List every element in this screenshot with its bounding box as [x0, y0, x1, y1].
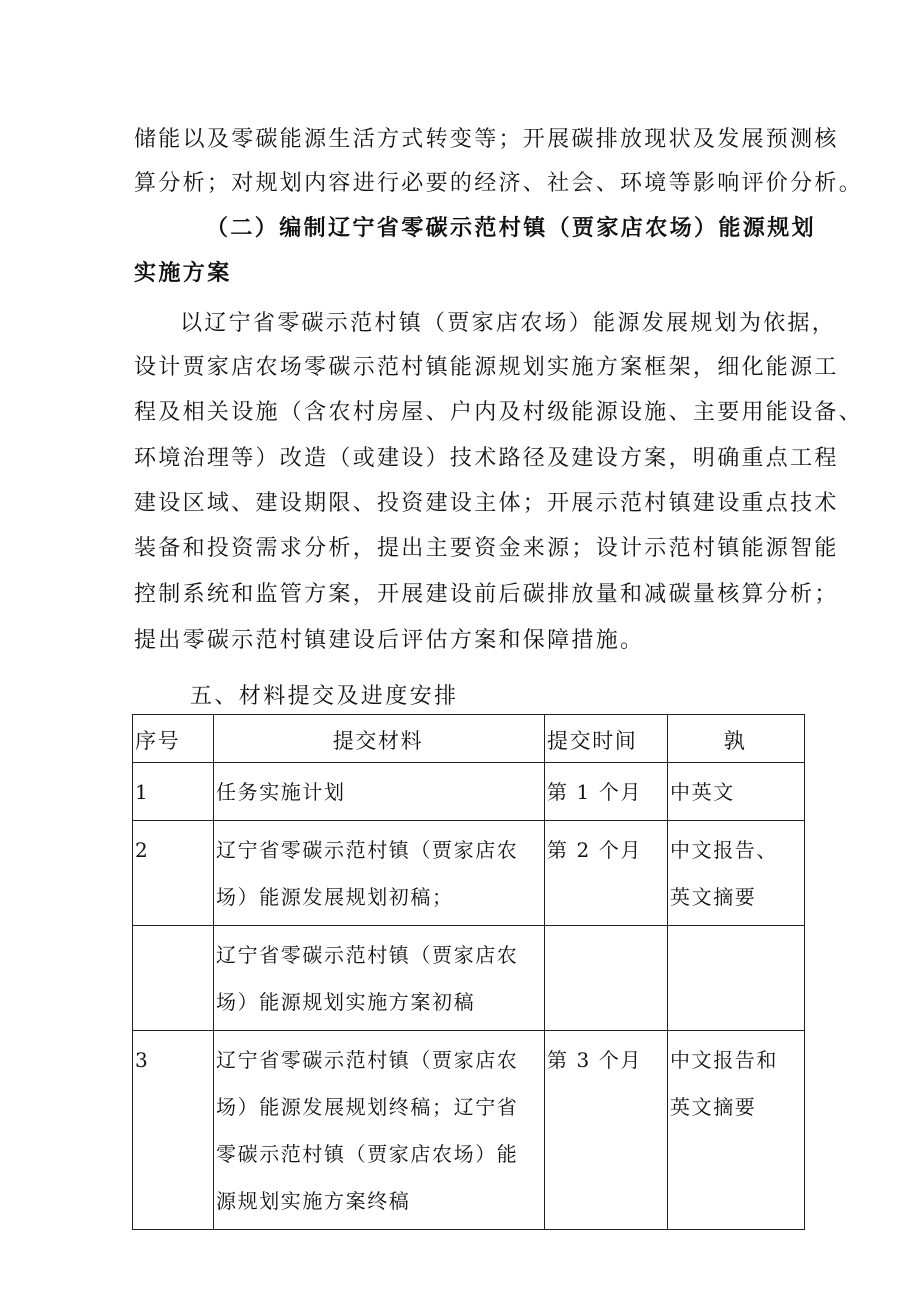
materials-line: 场）能源规划实施方案初稿 — [216, 990, 476, 1014]
paragraph-line: 以辽宁省零碳示范村镇（贾家店农场）能源发展规划为依据， — [180, 311, 837, 336]
paragraph-line: 装备和投资需求分析，提出主要资金来源；设计示范村镇能源智能 — [134, 536, 839, 561]
language-line: 英文摘要 — [670, 1095, 757, 1119]
submission-schedule-table — [132, 714, 805, 1230]
paragraph-line: 提出零碳示范村镇建设后评估方案和保障措施。 — [134, 628, 645, 653]
cell-language — [668, 1031, 805, 1230]
cell-materials — [214, 821, 545, 926]
paragraph-line: 控制系统和监管方案，开展建设前后碳排放量和减碳量核算分析； — [134, 582, 839, 607]
language-line: 中文报告、 — [670, 838, 778, 862]
table-header-row — [133, 715, 805, 763]
materials-line: 源规划实施方案终稿 — [216, 1189, 411, 1213]
language-line: 中英文 — [670, 780, 735, 804]
cell-no: 3 — [133, 1031, 214, 1230]
materials-line: 任务实施计划 — [216, 780, 346, 804]
cell-no: 1 — [133, 763, 214, 821]
cell-time: 第 1 个月 — [545, 763, 668, 821]
paragraph-line: 环境治理等）改造（或建设）技术路径及建设方案，明确重点工程 — [134, 446, 839, 471]
cell-language — [668, 821, 805, 926]
section-heading-continuation: 实施方案 — [134, 261, 232, 286]
cell-materials — [214, 1031, 545, 1230]
paragraph-line: 设计贾家店农场零碳示范村镇能源规划实施方案框架，细化能源工 — [134, 355, 839, 380]
cell-time — [545, 926, 668, 1031]
header-cell-time: 提交时间 — [545, 715, 668, 763]
language-line: 中文报告和 — [670, 1048, 778, 1072]
header-cell-language: 孰 — [668, 715, 805, 763]
cell-time: 第 2 个月 — [545, 821, 668, 926]
materials-line: 辽宁省零碳示范村镇（贾家店农 — [216, 838, 519, 862]
paragraph-line: 建设区域、建设期限、投资建设主体；开展示范村镇建设重点技术 — [134, 491, 839, 516]
language-line: 英文摘要 — [670, 885, 757, 909]
materials-line: 场）能源发展规划初稿； — [216, 885, 454, 909]
materials-line: 辽宁省零碳示范村镇（贾家店农 — [216, 943, 519, 967]
section-heading: （二）编制辽宁省零碳示范村镇（贾家店农场）能源规划 — [206, 216, 817, 241]
cell-time: 第 3 个月 — [545, 1031, 668, 1230]
table-row — [133, 926, 805, 1031]
table-row — [133, 1031, 805, 1230]
cell-no: 2 — [133, 821, 214, 926]
cell-materials — [214, 926, 545, 1031]
header-cell-materials: 提交材料 — [214, 715, 545, 763]
table-row — [133, 763, 805, 821]
cell-no — [133, 926, 214, 1031]
cell-materials — [214, 763, 545, 821]
materials-line: 零碳示范村镇（贾家店农场）能 — [216, 1142, 519, 1166]
paragraph-line: 储能以及零碳能源生活方式转变等；开展碳排放现状及发展预测核 — [134, 127, 839, 152]
table-row — [133, 821, 805, 926]
paragraph-line: 程及相关设施（含农村房屋、户内及村级能源设施、主要用能设备、 — [134, 400, 864, 425]
cell-language — [668, 763, 805, 821]
paragraph-line: 算分析；对规划内容进行必要的经济、社会、环境等影响评价分析。 — [134, 171, 864, 196]
section-title: 五、材料提交及进度安排 — [190, 684, 459, 709]
header-cell-no: 序号 — [133, 715, 214, 763]
cell-language — [668, 926, 805, 1031]
materials-line: 辽宁省零碳示范村镇（贾家店农 — [216, 1048, 519, 1072]
materials-line: 场）能源发展规划终稿；辽宁省 — [216, 1095, 519, 1119]
